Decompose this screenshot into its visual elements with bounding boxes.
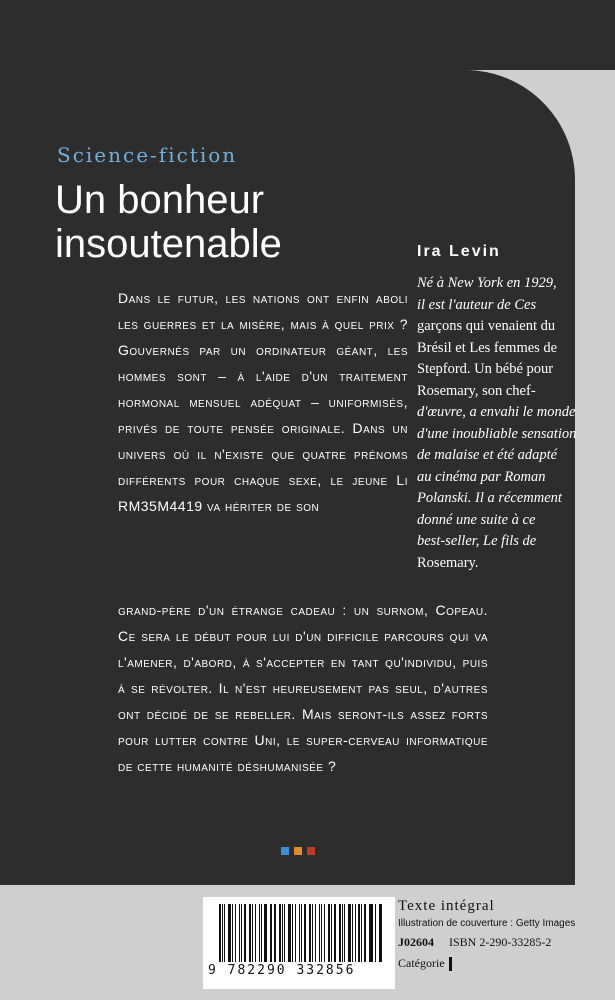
publisher-dots <box>281 847 315 855</box>
barcode-bar <box>321 904 322 962</box>
barcode-bar <box>312 904 313 962</box>
bio-line: d'œuvre, a envahi le monde <box>417 404 576 420</box>
title-line-1: Un bonheur <box>55 178 265 222</box>
blue-dot <box>281 847 289 855</box>
barcode-bar <box>282 904 283 962</box>
barcode-bar <box>249 904 251 962</box>
barcode-bar <box>315 904 316 962</box>
barcode-bar <box>292 904 293 962</box>
barcode-bar <box>235 904 237 962</box>
barcode-bar <box>261 904 262 962</box>
publication-info <box>398 898 575 971</box>
texte-integral-label: Texte intégral <box>398 898 495 914</box>
bio-line: donné une suite à ce <box>417 511 536 528</box>
synopsis-part-2: grand-père d'un étrange cadeau : un surnom, Copeau. Ce sera le début pour lui d'un difficile parcours qui va l'amener, d'abord, à s'accepter en tant qu'individu, puis à se révolter. Il n'est heureusement pas seul, d'autres ont décidé de se rebeller. Mais seront-ils assez forts pour lutter contre Uni, le super-cerveau informatique de cette humanité déshumanisée ? <box>118 602 488 774</box>
barcode-bar <box>228 904 230 962</box>
barcode-bar <box>288 904 290 962</box>
barcode-bar <box>304 904 306 962</box>
bio-line: il est l'auteur de Ces <box>417 296 537 313</box>
barcode-bar <box>319 904 321 962</box>
barcode-bars <box>219 904 384 962</box>
barcode-bar <box>380 904 382 962</box>
barcode-bar <box>244 904 246 962</box>
barcode-bar <box>274 904 276 962</box>
barcode-bar <box>328 904 330 962</box>
barcode-bar <box>271 904 272 962</box>
author-bio <box>417 273 577 574</box>
barcode-bar <box>264 904 266 962</box>
barcode-bar <box>352 904 353 962</box>
genre-label: Science-fiction <box>57 143 238 167</box>
bio-line: best-seller, Le fils de <box>417 533 537 549</box>
codes-row <box>398 935 575 950</box>
barcode-bar <box>259 904 261 962</box>
barcode-bar <box>375 904 376 962</box>
barcode-bar <box>361 904 362 962</box>
barcode-bar <box>344 904 345 962</box>
barcode-bar <box>358 904 360 962</box>
bio-line: Brésil et Les femmes de <box>417 339 558 356</box>
synopsis-part-1: Dans le futur, les nations ont enfin aboli les guerres et la misère, mais à quel prix ? Gouvernés par un ordinateur géant, les hommes sont – à l'aide d'un traitement hormonal mensuel adéquat – uniformisés, privés de toute pensée originale. Dans un univers où il n'existe que quatre prénoms différents pour chaque sexe, le jeune Li RM35M4419 va hériter de son <box>118 290 408 514</box>
barcode-bar <box>331 904 332 962</box>
bio-line: de malaise et été adapté <box>417 447 558 463</box>
bio-line: garçons qui venaient du <box>417 318 556 334</box>
barcode-bar <box>309 904 311 962</box>
barcode-bar <box>301 904 302 962</box>
barcode-bar <box>369 904 370 962</box>
barcode-bar <box>370 904 372 962</box>
barcode-bar <box>342 904 343 962</box>
barcode-bar <box>252 904 253 962</box>
bio-line: au cinéma par Roman <box>417 468 546 485</box>
bio-line: Né à New York en 1929, <box>417 275 557 291</box>
bio-line: Rosemary, son chef- <box>417 382 536 399</box>
orange-dot <box>294 847 302 855</box>
barcode <box>203 897 395 989</box>
barcode-bar <box>270 904 271 962</box>
category-marker <box>449 957 452 971</box>
barcode-bar <box>334 904 336 962</box>
barcode-bar <box>222 904 223 962</box>
barcode-bar <box>255 904 256 962</box>
barcode-bar <box>379 904 380 962</box>
isbn: ISBN 2-290-33285-2 <box>449 935 552 949</box>
barcode-bar <box>239 904 240 962</box>
product-code: J02604 <box>398 935 434 949</box>
barcode-bar <box>364 904 366 962</box>
category-row <box>398 956 575 971</box>
title-line-2: insoutenable <box>55 222 282 266</box>
bio-line: Stepford. Un bébé pour <box>417 361 554 377</box>
barcode-bar <box>219 904 221 962</box>
author-name: Ira Levin <box>417 243 501 260</box>
illustration-credit: Illustration de couverture : Getty Images <box>398 918 576 929</box>
book-title <box>55 178 282 266</box>
bio-line: d'une inoubliable sensation <box>417 425 577 442</box>
barcode-bar <box>295 904 297 962</box>
barcode-bar <box>339 904 341 962</box>
barcode-bar <box>355 904 356 962</box>
bio-line: Polanski. Il a récemment <box>417 490 562 506</box>
category-label: Catégorie <box>398 956 445 970</box>
barcode-bar <box>324 904 325 962</box>
red-dot <box>307 847 315 855</box>
barcode-bar <box>348 904 350 962</box>
barcode-bar <box>279 904 281 962</box>
barcode-bar <box>232 904 233 962</box>
barcode-bar <box>241 904 242 962</box>
barcode-bar <box>299 904 300 962</box>
bio-line: Rosemary. <box>417 554 479 571</box>
barcode-number: 9 782290 332856 <box>208 963 356 978</box>
barcode-bar <box>224 904 225 962</box>
barcode-bar <box>284 904 285 962</box>
